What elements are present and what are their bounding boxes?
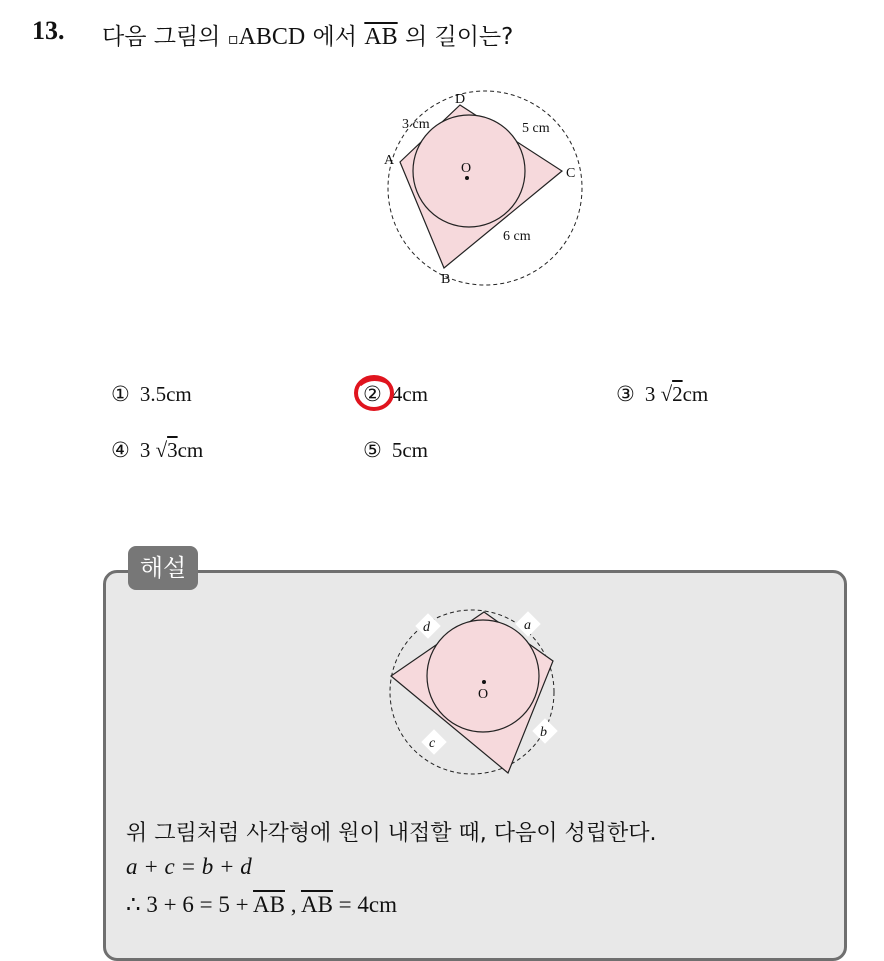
sqrt-radicand: 2 bbox=[672, 382, 683, 406]
solution-line-1: 위 그림처럼 사각형에 원이 내접할 때, 다음이 성립한다. bbox=[126, 821, 657, 846]
line3-segment-1: $\overline{AB}$ bbox=[253, 892, 285, 917]
solution-label-c: c bbox=[429, 736, 436, 751]
label-d: D bbox=[455, 92, 466, 107]
choice-3[interactable] bbox=[616, 382, 708, 407]
choice-number: ⑤ bbox=[363, 438, 382, 462]
label-b: B bbox=[441, 272, 451, 287]
choice-unit: cm bbox=[682, 382, 709, 406]
solution-label-b: b bbox=[540, 725, 547, 740]
length-da: 3 cm bbox=[402, 117, 430, 132]
square-symbol: ▫ bbox=[227, 29, 239, 48]
question-text-after: 의 길이는? bbox=[397, 24, 514, 50]
length-bc: 6 cm bbox=[503, 229, 531, 244]
choice-4[interactable] bbox=[111, 438, 203, 463]
solution-tag: 해설 bbox=[128, 546, 198, 590]
segment-ab: $\overline{AB}$ bbox=[364, 24, 398, 50]
line3-mid: , bbox=[284, 892, 301, 917]
solution-label-o: O bbox=[478, 687, 489, 702]
choice-number: ① bbox=[111, 382, 130, 406]
label-c-badge bbox=[421, 729, 446, 754]
choice-text: 5cm bbox=[391, 438, 428, 462]
choice-1[interactable] bbox=[111, 382, 192, 407]
choice-text: 4cm bbox=[391, 382, 428, 406]
question-text-mid: 에서 bbox=[305, 24, 365, 50]
choice-text: 3 bbox=[139, 438, 156, 462]
sqrt-radicand: 3 bbox=[167, 438, 178, 462]
choice-number: ③ bbox=[616, 382, 635, 406]
length-dc: 5 cm bbox=[522, 121, 550, 136]
quad-name: ABCD bbox=[238, 24, 306, 50]
label-a: A bbox=[384, 153, 395, 168]
line3-pre: ∴ 3 + 6 = 5 + bbox=[126, 892, 254, 917]
line3-segment-2: $\overline{AB}$ bbox=[300, 892, 333, 917]
solution-label-d: d bbox=[423, 620, 430, 635]
label-o: O bbox=[461, 161, 472, 176]
question-figure bbox=[370, 85, 600, 295]
sqrt-sign: √ bbox=[660, 382, 673, 406]
solution-label-a: a bbox=[524, 618, 531, 633]
choice-unit: cm bbox=[177, 438, 204, 462]
center-point bbox=[465, 176, 469, 180]
choice-number: ② bbox=[363, 382, 382, 406]
line3-post: = 4cm bbox=[332, 892, 397, 917]
label-c: C bbox=[566, 166, 576, 181]
answer-mark-icon bbox=[352, 373, 396, 413]
sqrt-sign: √ bbox=[155, 438, 168, 462]
question-number: 13. bbox=[32, 16, 65, 45]
choice-text: 3 bbox=[644, 382, 661, 406]
solution-figure bbox=[385, 600, 565, 780]
question-text bbox=[102, 18, 513, 51]
label-d-badge bbox=[415, 613, 440, 638]
solution-line-3 bbox=[126, 892, 397, 918]
question-text-before: 다음 그림의 bbox=[102, 24, 228, 50]
solution-line-2: a + c = b + d bbox=[126, 854, 252, 879]
choice-5[interactable] bbox=[363, 438, 428, 463]
choice-text: 3.5cm bbox=[139, 382, 192, 406]
label-b-badge bbox=[532, 718, 557, 743]
solution-inscribed-circle bbox=[427, 620, 539, 732]
solution-center-point bbox=[482, 680, 486, 684]
choice-number: ④ bbox=[111, 438, 130, 462]
